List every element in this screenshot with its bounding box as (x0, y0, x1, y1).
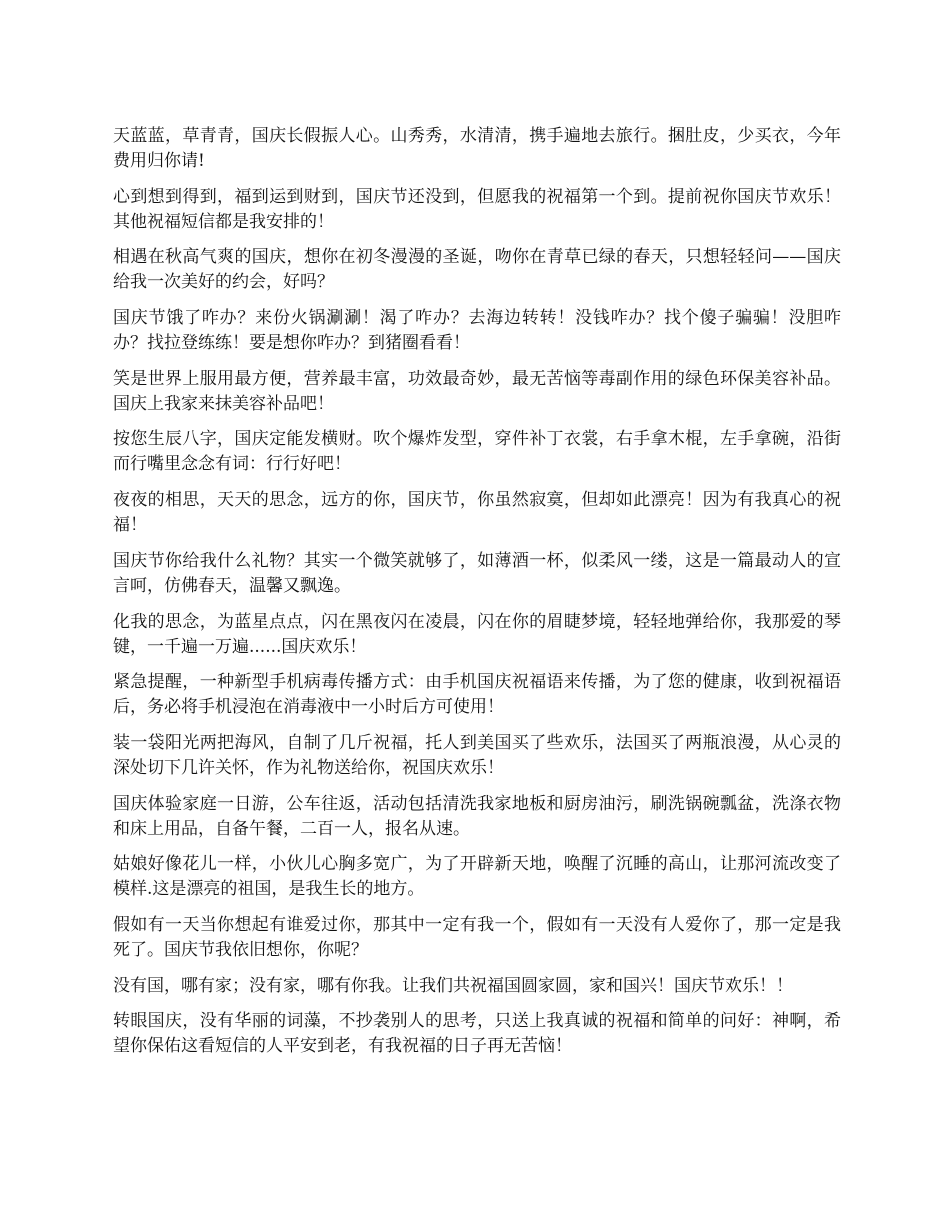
paragraph: 心到想到得到，福到运到财到，国庆节还没到，但愿我的祝福第一个到。提前祝你国庆节欢乐！其他祝福短信都是我安排的！ (113, 186, 841, 232)
paragraph: 相遇在秋高气爽的国庆，想你在初冬漫漫的圣诞，吻你在青草已绿的春天，只想轻轻问——国庆给我一次美好的约会，好吗？ (113, 247, 841, 293)
paragraph: 紧急提醒，一种新型手机病毒传播方式：由手机国庆祝福语来传播，为了您的健康，收到祝福语后，务必将手机浸泡在消毒液中一小时后方可使用！ (113, 672, 841, 718)
paragraph: 姑娘好像花儿一样，小伙儿心胸多宽广，为了开辟新天地，唤醒了沉睡的高山，让那河流改变了模样.这是漂亮的祖国，是我生长的地方。 (113, 854, 841, 900)
paragraph: 天蓝蓝，草青青，国庆长假振人心。山秀秀，水清清，携手遍地去旅行。捆肚皮，少买衣，今年费用归你请! (113, 126, 841, 171)
paragraph: 夜夜的相思，天天的思念，远方的你，国庆节，你虽然寂寞，但却如此漂亮！因为有我真心的祝福！ (113, 490, 841, 536)
paragraph: 笑是世界上服用最方便，营养最丰富，功效最奇妙，最无苦恼等毒副作用的绿色环保美容补品。国庆上我家来抹美容补品吧！ (113, 368, 841, 414)
document-body (113, 124, 841, 1070)
paragraph: 化我的思念，为蓝星点点，闪在黑夜闪在凌晨，闪在你的眉睫梦境，轻轻地弹给你，我那爱的琴键，一千遍一万遍......国庆欢乐！ (113, 611, 841, 657)
paragraph: 国庆节你给我什么礼物？其实一个微笑就够了，如薄酒一杯，似柔风一缕，这是一篇最动人的宣言呵，仿佛春天，温馨又飘逸。 (113, 550, 841, 596)
paragraph: 转眼国庆，没有华丽的词藻，不抄袭别人的思考，只送上我真诚的祝福和简单的问好：神啊，希望你保佑这看短信的人平安到老，有我祝福的日子再无苦恼！ (113, 1011, 841, 1057)
paragraph: 没有国，哪有家；没有家，哪有你我。让我们共祝福国圆家圆，家和国兴！国庆节欢乐！！ (113, 975, 793, 996)
paragraph: 按您生辰八字，国庆定能发横财。吹个爆炸发型，穿件补丁衣裳，右手拿木棍，左手拿碗，沿街而行嘴里念念有词：行行好吧！ (113, 429, 841, 475)
paragraph: 装一袋阳光两把海风，自制了几斤祝福，托人到美国买了些欢乐，法国买了两瓶浪漫，从心灵的深处切下几许关怀，作为礼物送给你，祝国庆欢乐！ (113, 732, 841, 778)
paragraph: 假如有一天当你想起有谁爱过你，那其中一定有我一个，假如有一天没有人爱你了，那一定是我死了。国庆节我依旧想你，你呢？ (113, 914, 841, 960)
paragraph: 国庆节饿了咋办？来份火锅涮涮！渴了咋办？去海边转转！没钱咋办？找个傻子骗骗！没胆咋办？找拉登练练！要是想你咋办？到猪圈看看！ (113, 308, 841, 354)
paragraph: 国庆体验家庭一日游，公车往返，活动包括清洗我家地板和厨房油污，刷洗锅碗瓢盆，洗涤衣物和床上用品，自备午餐，二百一人，报名从速。 (113, 793, 841, 839)
